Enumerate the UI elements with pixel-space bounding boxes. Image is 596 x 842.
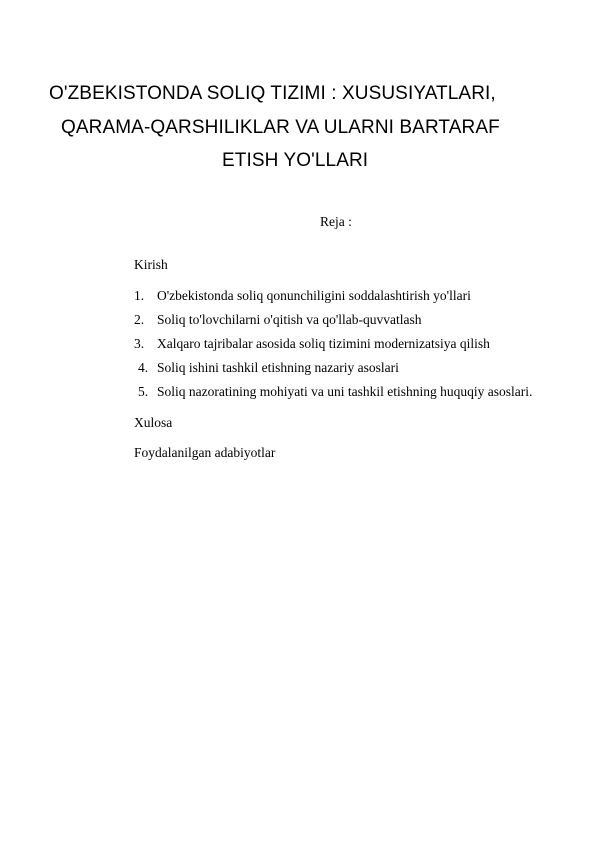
plan-item-number: 5. [138, 384, 149, 399]
plan-heading: Reja : [320, 214, 352, 229]
document-title-line-3: ETISH YO'LLARI [222, 150, 369, 171]
plan-conclusion: Xulosa [134, 415, 173, 430]
plan-item-number: 4. [138, 360, 149, 375]
plan-references: Foydalanilgan adabiyotlar [134, 445, 276, 460]
plan-item-text: Xalqaro tajribalar asosida soliq tizimini modernizatsiya qilish [157, 336, 490, 351]
document-title-line-1: O'ZBEKISTONDA SOLIQ TIZIMI : XUSUSIYATLARI, [49, 83, 496, 104]
plan-item-text: Soliq ishini tashkil etishning nazariy asoslari [157, 360, 399, 375]
plan-item-number: 3. [134, 336, 145, 351]
plan-item-text: O'zbekistonda soliq qonunchiligini soddalashtirish yo'llari [157, 288, 471, 303]
plan-intro: Kirish [134, 257, 168, 272]
plan-item-number: 1. [134, 288, 145, 303]
plan-item-number: 2. [134, 312, 145, 327]
plan-item-text: Soliq nazoratining mohiyati va uni tashkil etishning huquqiy asoslari. [157, 384, 533, 399]
document-title-line-2: QARAMA-QARSHILIKLAR VA ULARNI BARTARAF [61, 117, 500, 138]
plan-item-text: Soliq to'lovchilarni o'qitish va qo'llab-quvvatlash [157, 312, 422, 327]
